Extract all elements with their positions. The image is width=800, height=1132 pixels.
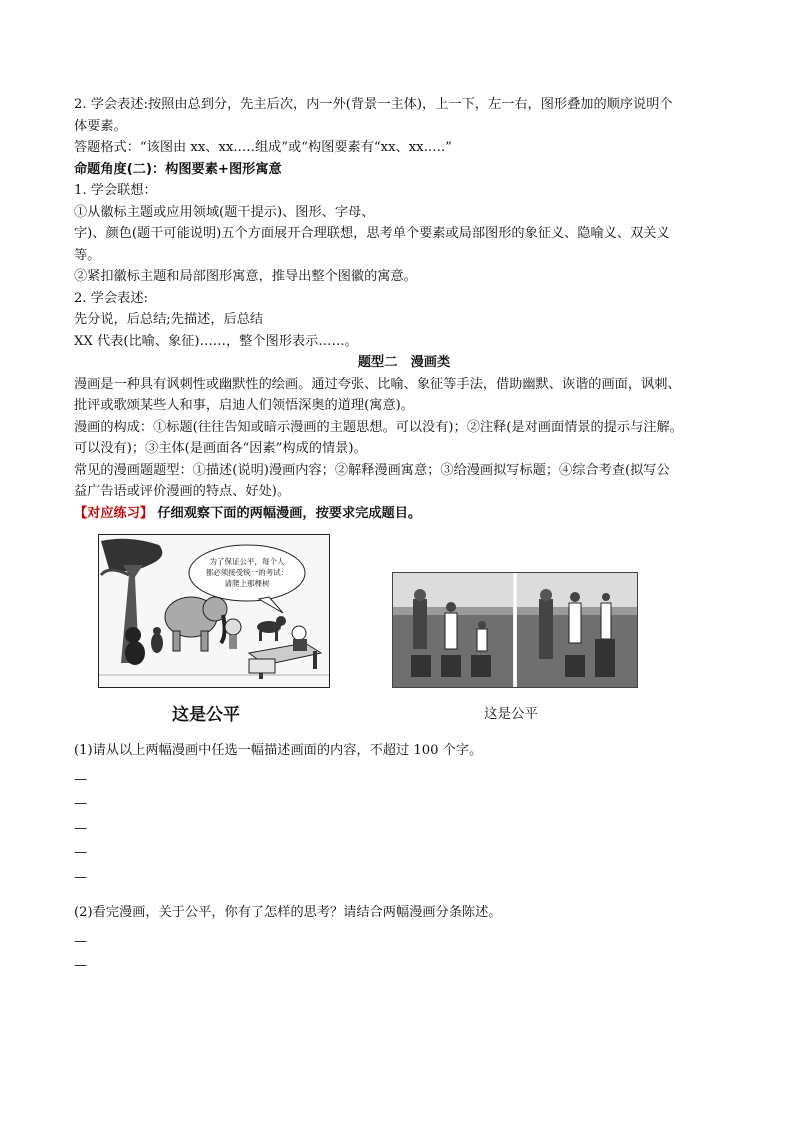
comic2-caption: 这是公平 — [484, 706, 538, 722]
comic-fence-boxes — [392, 572, 638, 688]
comics-area — [74, 530, 734, 740]
paragraph: XX 代表(比喻、象征)……，整个图形表示……。 — [74, 333, 358, 349]
section-title: 题型二 漫画类 — [357, 355, 451, 370]
answer-line[interactable]: — — [74, 820, 88, 836]
paragraph: 常见的漫画题题型：①描述(说明)漫画内容；②解释漫画寓意；③给漫画拟写标题；④综合考查(拟写公 — [74, 462, 670, 478]
paragraph: 1. 学会联想： — [74, 183, 157, 198]
bubble-line-2: 都必须接受统一的考试： — [205, 568, 289, 577]
paragraph: 字)、颜色(题干可能说明)五个方面展开合理联想，思考单个要素或局部图形的象征义、隐喻义、双关义 — [74, 226, 670, 241]
answer-line[interactable]: — — [74, 796, 88, 811]
practice-tag: 【对应练习】 — [74, 505, 154, 521]
paragraph: 漫画是一种具有讽刺性或幽默性的绘画。通过夸张、比喻、象征等手法，借助幽默、诙谐的画面，讽刺、 — [74, 376, 681, 392]
bubble-line-3: 请爬上那棵树 — [224, 579, 270, 588]
comic1-caption: 这是公平 — [172, 705, 240, 725]
paragraph: 等。 — [74, 247, 101, 263]
answer-format: 答题格式：“该图由 xx、xx.….组成”或“构图要素有“xx、xx.….” — [74, 140, 452, 155]
answer-lines-2 — [74, 930, 734, 979]
question-2: (2)看完漫画，关于公平，你有了怎样的思考？请结合两幅漫画分条陈述。 — [74, 905, 502, 920]
answer-line[interactable]: — — [74, 958, 88, 973]
paragraph: 漫画的构成：①标题(往往告知或暗示漫画的主题思想。可以没有)；②注释(是对画面情景的提示与注解。 — [74, 419, 683, 435]
practice-instruction: 仔细观察下面的两幅漫画，按要求完成题目。 — [157, 505, 422, 521]
paragraph: 批评或歌颂某些人和事，启迪人们领悟深奥的道理(寓意)。 — [74, 398, 414, 413]
paragraph: 体要素。 — [74, 118, 127, 134]
paragraph: 可以没有)；③主体(是画面各“因素”构成的情景)。 — [74, 441, 367, 456]
answer-line[interactable]: — — [74, 869, 88, 885]
paragraph: ①从徽标主题或应用领域(题干提示)、图形、字母、 — [74, 204, 375, 220]
comic-tree-exam — [98, 534, 330, 688]
paragraph: 2. 学会表述:按照由总到分，先主后次，内一外(背景一主体)，上一下，左一右，图形叠加的顺序说明个 — [74, 97, 673, 112]
section-heading: 命题角度(二)：构图要素+图形寓意 — [74, 161, 282, 177]
practice-line — [74, 503, 734, 525]
answer-line[interactable]: — — [74, 845, 88, 860]
paragraph: 先分说，后总结;先描述，后总结 — [74, 312, 264, 327]
paragraph: 2. 学会表述: — [74, 290, 148, 306]
answer-lines-1 — [74, 768, 734, 891]
bubble-line-1: 为了保证公平，每个人 — [209, 557, 285, 566]
paragraph: ②紧扣徽标主题和局部图形寓意，推导出整个图徽的寓意。 — [74, 269, 417, 284]
document-page — [74, 94, 734, 979]
question-1: (1)请从以上两幅漫画中任选一幅描述画面的内容，不超过 100 个字。 — [74, 743, 483, 758]
answer-line[interactable]: — — [74, 771, 88, 787]
answer-line[interactable]: — — [74, 933, 88, 949]
paragraph: 益广告语或评价漫画的特点、好处)。 — [74, 484, 291, 499]
